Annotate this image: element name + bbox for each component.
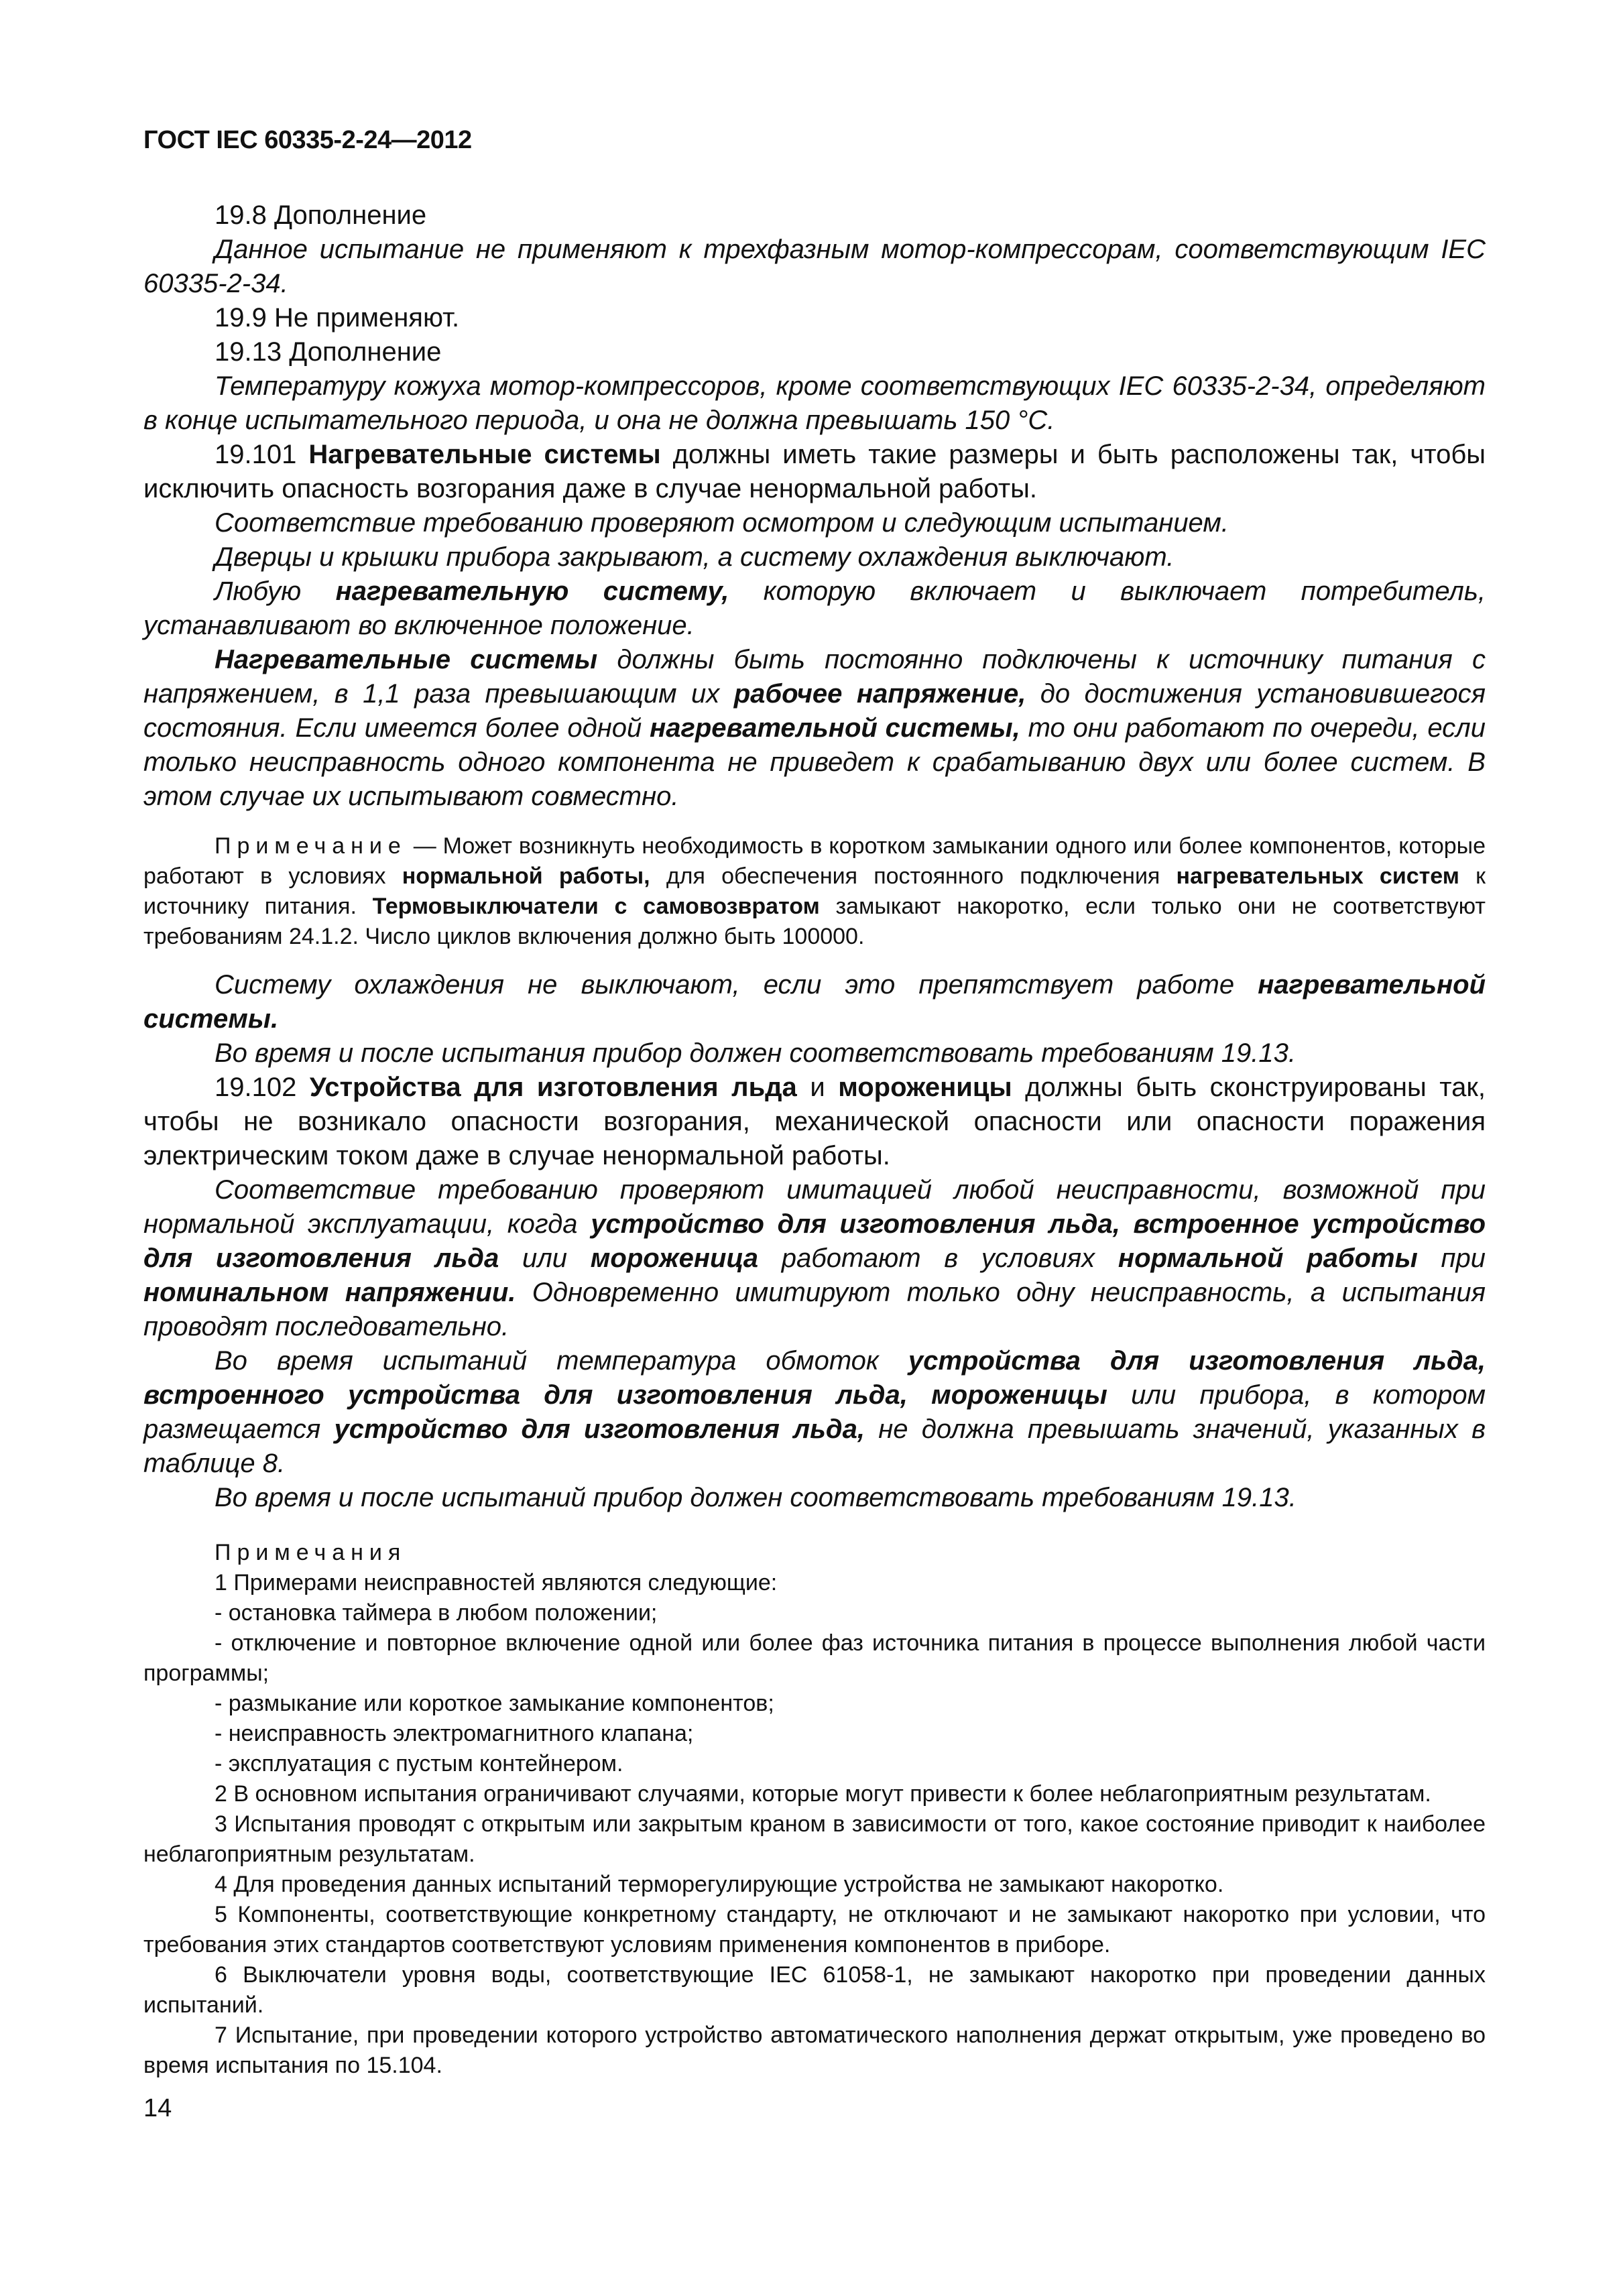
note-item-1e: - эксплуатация с пустым контейнером. — [215, 1751, 623, 1776]
paragraph-19-101: 19.101 Нагревательные системы должны иметь такие размеры и быть расположены так, чтобы исключить опасность возгорания даже в случае ненормальной работы. — [143, 440, 1486, 503]
note-item-4: 4 Для проведения данных испытаний терморегулирующие устройства не замыкают накоротко. — [215, 1872, 1224, 1897]
page-number: 14 — [143, 2094, 172, 2122]
note-item-1a: - остановка таймера в любом положении; — [215, 1600, 658, 1626]
paragraph-compliance: Соответствие требованию проверяют осмотром и следующим испытанием. — [215, 508, 1229, 538]
paragraph-19-9: 19.9 Не применяют. — [215, 303, 460, 333]
note-item-1: 1 Примерами неисправностей являются следующие: — [215, 1570, 778, 1595]
paragraph-winding-temperature: Во время испытаний температура обмоток устройства для изготовления льда, встроенного устройства для изготовления льда, мороженицы или прибора, в котором размещается устройство для изготовления льда, не должна превышать значений, указанных в таблице 8. — [143, 1346, 1486, 1478]
paragraph-19-102: 19.102 Устройства для изготовления льда и мороженицы должны быть сконструированы так, чтобы не возникало опасности возгорания, механической опасности или опасности поражения электрическим током даже в случае ненормальной работы. — [143, 1073, 1486, 1170]
document-header: ГОСТ IEC 60335-2-24—2012 — [143, 126, 472, 154]
note-label: Примечание — [215, 833, 407, 859]
paragraph-cooling: Систему охлаждения не выключают, если это препятствует работе нагревательной системы. — [143, 970, 1486, 1034]
note-item-1b: - отключение и повторное включение одной или более фаз источника питания в процессе выполнения любой части программы; — [143, 1630, 1486, 1686]
note-paragraph: Примечание — Может возникнуть необходимость в коротком замыкании одного или более компонентов, которые работают в условиях нормальной работы, для обеспечения постоянного подключения нагревательных систем к источнику питания. Термовыключатели с самовозвратом замыкают накоротко, если только они не соответствуют требованиям 24.1.2. Число циклов включения должно быть 100000. — [143, 833, 1486, 949]
notes-label: Примечания — [215, 1540, 407, 1565]
paragraph-doors: Дверцы и крышки прибора закрывают, а систему охлаждения выключают. — [215, 542, 1175, 572]
note-item-3: 3 Испытания проводят с открытым или закрытым краном в зависимости от того, какое состояние приводит к наиболее неблагоприятным результатам. — [143, 1811, 1486, 1867]
paragraph-19-13-text: Температуру кожуха мотор-компрессоров, кроме соответствующих IEC 60335-2-34, определяют в конце испытательного периода, и она не должна превышать 150 °С. — [143, 371, 1486, 435]
paragraph-after-test: Во время и после испытания прибор должен соответствовать требованиям 19.13. — [215, 1038, 1296, 1068]
paragraph-19-13: 19.13 Дополнение — [215, 337, 442, 367]
note-item-1c: - размыкание или короткое замыкание компонентов; — [215, 1691, 774, 1716]
paragraph-19-8: 19.8 Дополнение — [215, 200, 427, 230]
paragraph-heating-systems: Нагревательные системы должны быть постоянно подключены к источнику питания с напряжением, в 1,1 раза превышающим их рабочее напряжение, до достижения установившегося состояния. Если имеется более одной нагревательной системы, то они работают по очереди, если только неисправность одного компонента не приведет к срабатыванию двух или более систем. В этом случае их испытывают совместно. — [143, 645, 1486, 811]
paragraph-heating-switch: Любую нагревательную систему, которую включает и выключает потребитель, устанавливают во включенное положение. — [143, 577, 1486, 640]
note-item-1d: - неисправность электромагнитного клапана; — [215, 1721, 694, 1746]
note-item-7: 7 Испытание, при проведении которого устройство автоматического наполнения держат открытым, уже проведено во время испытания по 15.104. — [143, 2022, 1486, 2078]
paragraph-after-tests: Во время и после испытаний прибор должен соответствовать требованиям 19.13. — [215, 1483, 1297, 1512]
page-content — [143, 198, 1486, 2081]
note-item-2: 2 В основном испытания ограничивают случаями, которые могут привести к более неблагоприятным результатам. — [215, 1781, 1431, 1807]
note-item-6: 6 Выключатели уровня воды, соответствующие IEC 61058-1, не замыкают накоротко при проведении данных испытаний. — [143, 1962, 1486, 2018]
note-item-5: 5 Компоненты, соответствующие конкретному стандарту, не отключают и не замыкают накоротко при условии, что требования этих стандартов соответствуют условиям применения компонентов в приборе. — [143, 1902, 1486, 1957]
paragraph-fault-simulation: Соответствие требованию проверяют имитацией любой неисправности, возможной при нормальной эксплуатации, когда устройство для изготовления льда, встроенное устройство для изготовления льда или мороженица работают в условиях нормальной работы при номинальном напряжении. Одновременно имитируют только одну неисправность, а испытания проводят последовательно. — [143, 1175, 1486, 1341]
paragraph-19-8-text: Данное испытание не применяют к трехфазным мотор-компрессорам, соответствующим IEC 60335-2-34. — [143, 235, 1486, 298]
